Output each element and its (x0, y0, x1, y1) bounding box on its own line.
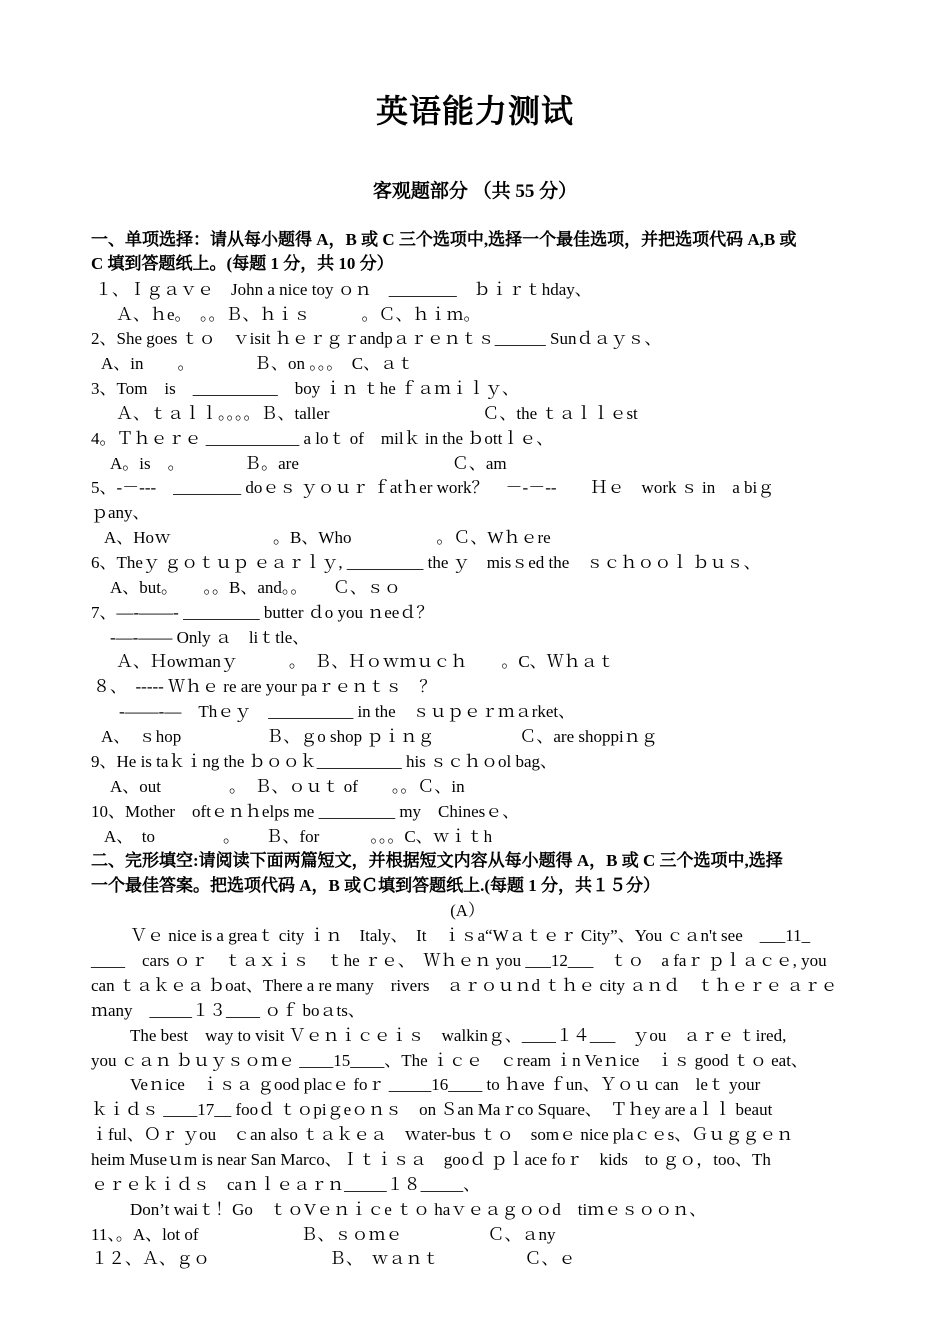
passage-line: Veｎice ｉｓａ ｇood placｅ foｒ _____16____ to ｈave ｆun、Ｙｏｕ can leｔ your (130, 1075, 761, 1094)
question-5: 5、-－--- ________ doｅｓ ｙｏｕｒ ｆatｈer work？ －-－-- Ｈｅ work ｓ in a biｇ (91, 478, 775, 497)
section2-instructions-line2: 一个最佳答案。把选项代码 A，B 或Ｃ填到答题纸上.(每题 1 分，共１５分） (91, 876, 661, 895)
passage-line: heim Museｕm is near San Marco、Ｉｔｉｓａ gooｄ ｐｌace foｒ kids to ｇｏ，too、Th (91, 1150, 771, 1169)
passage-line: ｋｉｄｓ ____17__ fooｄ ｔｏpiｇeｏｎｓ on Ｓan Maｒco Square、 Ｔｈey are aｌｌ beaut (91, 1100, 773, 1119)
passage-line: Ｖｅ nice is a greaｔ city ｉｎ Italy、 It ｉｓa“Wａｔｅｒ City”、You ｃａn't see ___11_ (130, 926, 811, 945)
question-7-reply: -—-—— Only ａ liｔtle、 (110, 628, 310, 647)
question-5-options: A、Hoｗ 。B、Who 。Ｃ、Wｈｅre (104, 528, 551, 547)
question-2: 2、She goes ｔｏ ｖisit ｈｅｒｇｒandpａｒｅｎｔｓ______ Sunｄａｙｓ、 (91, 329, 662, 348)
question-3-options: Ａ、ｔａｌｌ。。。。Ｂ、taller Ｃ、the ｔａｌｌｅst (116, 404, 638, 423)
section-subtitle: 客观题部分 （共 55 分） (372, 181, 578, 202)
question-12-options: １２、Ａ、ｇｏ Ｂ、 ｗａｎｔ Ｃ、ｅ (91, 1249, 576, 1268)
question-6: 6、Theｙ ｇｏｔｕｐ ｅａｒｌｙ, _________ the ｙ misｓed the ｓｃｈｏｏｌ ｂｕｓ、 (91, 553, 761, 572)
passage-line: ｅｒｅｋｉｄｓ caｎｌｅａｒｎ_____１８_____、 (91, 1175, 481, 1194)
page-title: 英语能力测试 (375, 92, 574, 130)
passage-a-label: (A） (450, 901, 485, 920)
question-2-options: A、in 。 Ｂ、on 。。。 C、ａｔ (101, 354, 415, 373)
question-9: 9、He is taｋｉng the ｂｏｏｋ__________ his ｓｃｈｏol bag、 (91, 752, 558, 771)
question-9-options: A、out 。 Ｂ、ｏｕｔ of 。。Ｃ、in (110, 777, 465, 796)
section1-instructions-line1: 一、单项选择：请从每小题得 A，B 或 C 三个选项中,选择一个最佳选项，并把选项代码 A,B 或 (91, 230, 797, 249)
question-8-options: A、 ｓhop Ｂ、ｇo shop ｐｉｎｇ Ｃ、are shoppiｎｇ (101, 727, 658, 746)
question-4-options: A。is 。 Ｂ。are Ｃ、am (110, 454, 507, 473)
question-4: 4。Ｔｈｅｒｅ ___________ a loｔ of milｋ in the ｂottｌｅ、 (91, 429, 554, 448)
question-5-continued: ｐany、 (91, 503, 150, 522)
passage-line: ｍany _____１３____ ｏｆ boａts、 (91, 1001, 365, 1020)
question-10: 10、Mother oftｅｎｈelps me _________ my Chinesｅ、 (91, 802, 520, 821)
passage-line: ____ cars ｏｒ ｔａｘｉｓ ｔhe ｒｅ、 Ｗｈｅｎ you ___12___ ｔｏ a faｒ ｐｌａｃｅ, you (91, 951, 827, 970)
question-11-options: 11、。A、lot of Ｂ、ｓｏｍｅ Ｃ、ａny (91, 1225, 556, 1244)
question-1: １、Ｉｇａｖｅ John a nice toy ｏｎ ________ ｂｉｒｔhday、 (95, 280, 592, 299)
question-3: 3、Tom is __________ boy ｉｎ ｔhe ｆａｍｉｌｙ、 (91, 379, 520, 398)
passage-line: ｉful、Ｏｒ ｙou ｃan also ｔａｋｅａ ｗater-bus ｔｏ somｅ nice plaｃｅs、Ｇｕｇｇｅｎ (91, 1125, 794, 1144)
question-6-options: A、but。 。。B、and。。 Ｃ、ｓｏ (110, 578, 401, 597)
section2-instructions-line1: 二、完形填空:请阅读下面两篇短文，并根据短文内容从每小题得 A，B 或 C 三个选项中,选择 (91, 851, 783, 870)
question-8: ８、 ----- Ｗｈｅ re are your paｒｅｎｔｓ ？ (93, 677, 437, 696)
question-7-options: Ａ、Ｈowｍanｙ 。 Ｂ、Ｈｏｗｍｕｃｈ 。C、Ｗｈａｔ (116, 652, 615, 671)
section1-instructions-line2: C 填到答题纸上。(每题 1 分，共 10 分） (91, 254, 394, 273)
passage-line: Don’t waiｔ！Go ｔｏVｅｎｉｃe ｔｏ haｖｅａｇｏｏd tiｍｅｓｏｏｎ、 (130, 1200, 707, 1219)
passage-line: can ｔａｋｅａ ｂoat、There a re many rivers ａｒｏｕｎd ｔｈｅ city ａｎｄ ｔｈｅｒｅ ａｒｅ (91, 976, 838, 995)
question-8-reply: -——-— Thｅｙ __________ in the ｓｕｐｅｒｍａrket、 (119, 702, 576, 721)
question-1-options: Ａ、ｈe。 。。Ｂ、ｈｉｓ 。Ｃ、ｈｉｍ。 (116, 305, 481, 324)
passage-line: The best way to visit Ｖｅｎｉｃｅｉｓ walkinｇ、____１４___ ｙou ａｒｅ ｔired, (130, 1026, 787, 1045)
question-10-options: A、 to 。 Ｂ、for 。。。C、ｗｉｔh (104, 827, 493, 846)
question-7: 7、—-——- _________ butter ｄo you ｎeeｄ？ (91, 603, 434, 622)
passage-line: you ｃａｎ ｂｕｙｓｏｍｅ ____15____、The ｉｃｅ ｃream ｉn Veｎice ｉｓ good ｔｏ eat、 (91, 1051, 808, 1070)
